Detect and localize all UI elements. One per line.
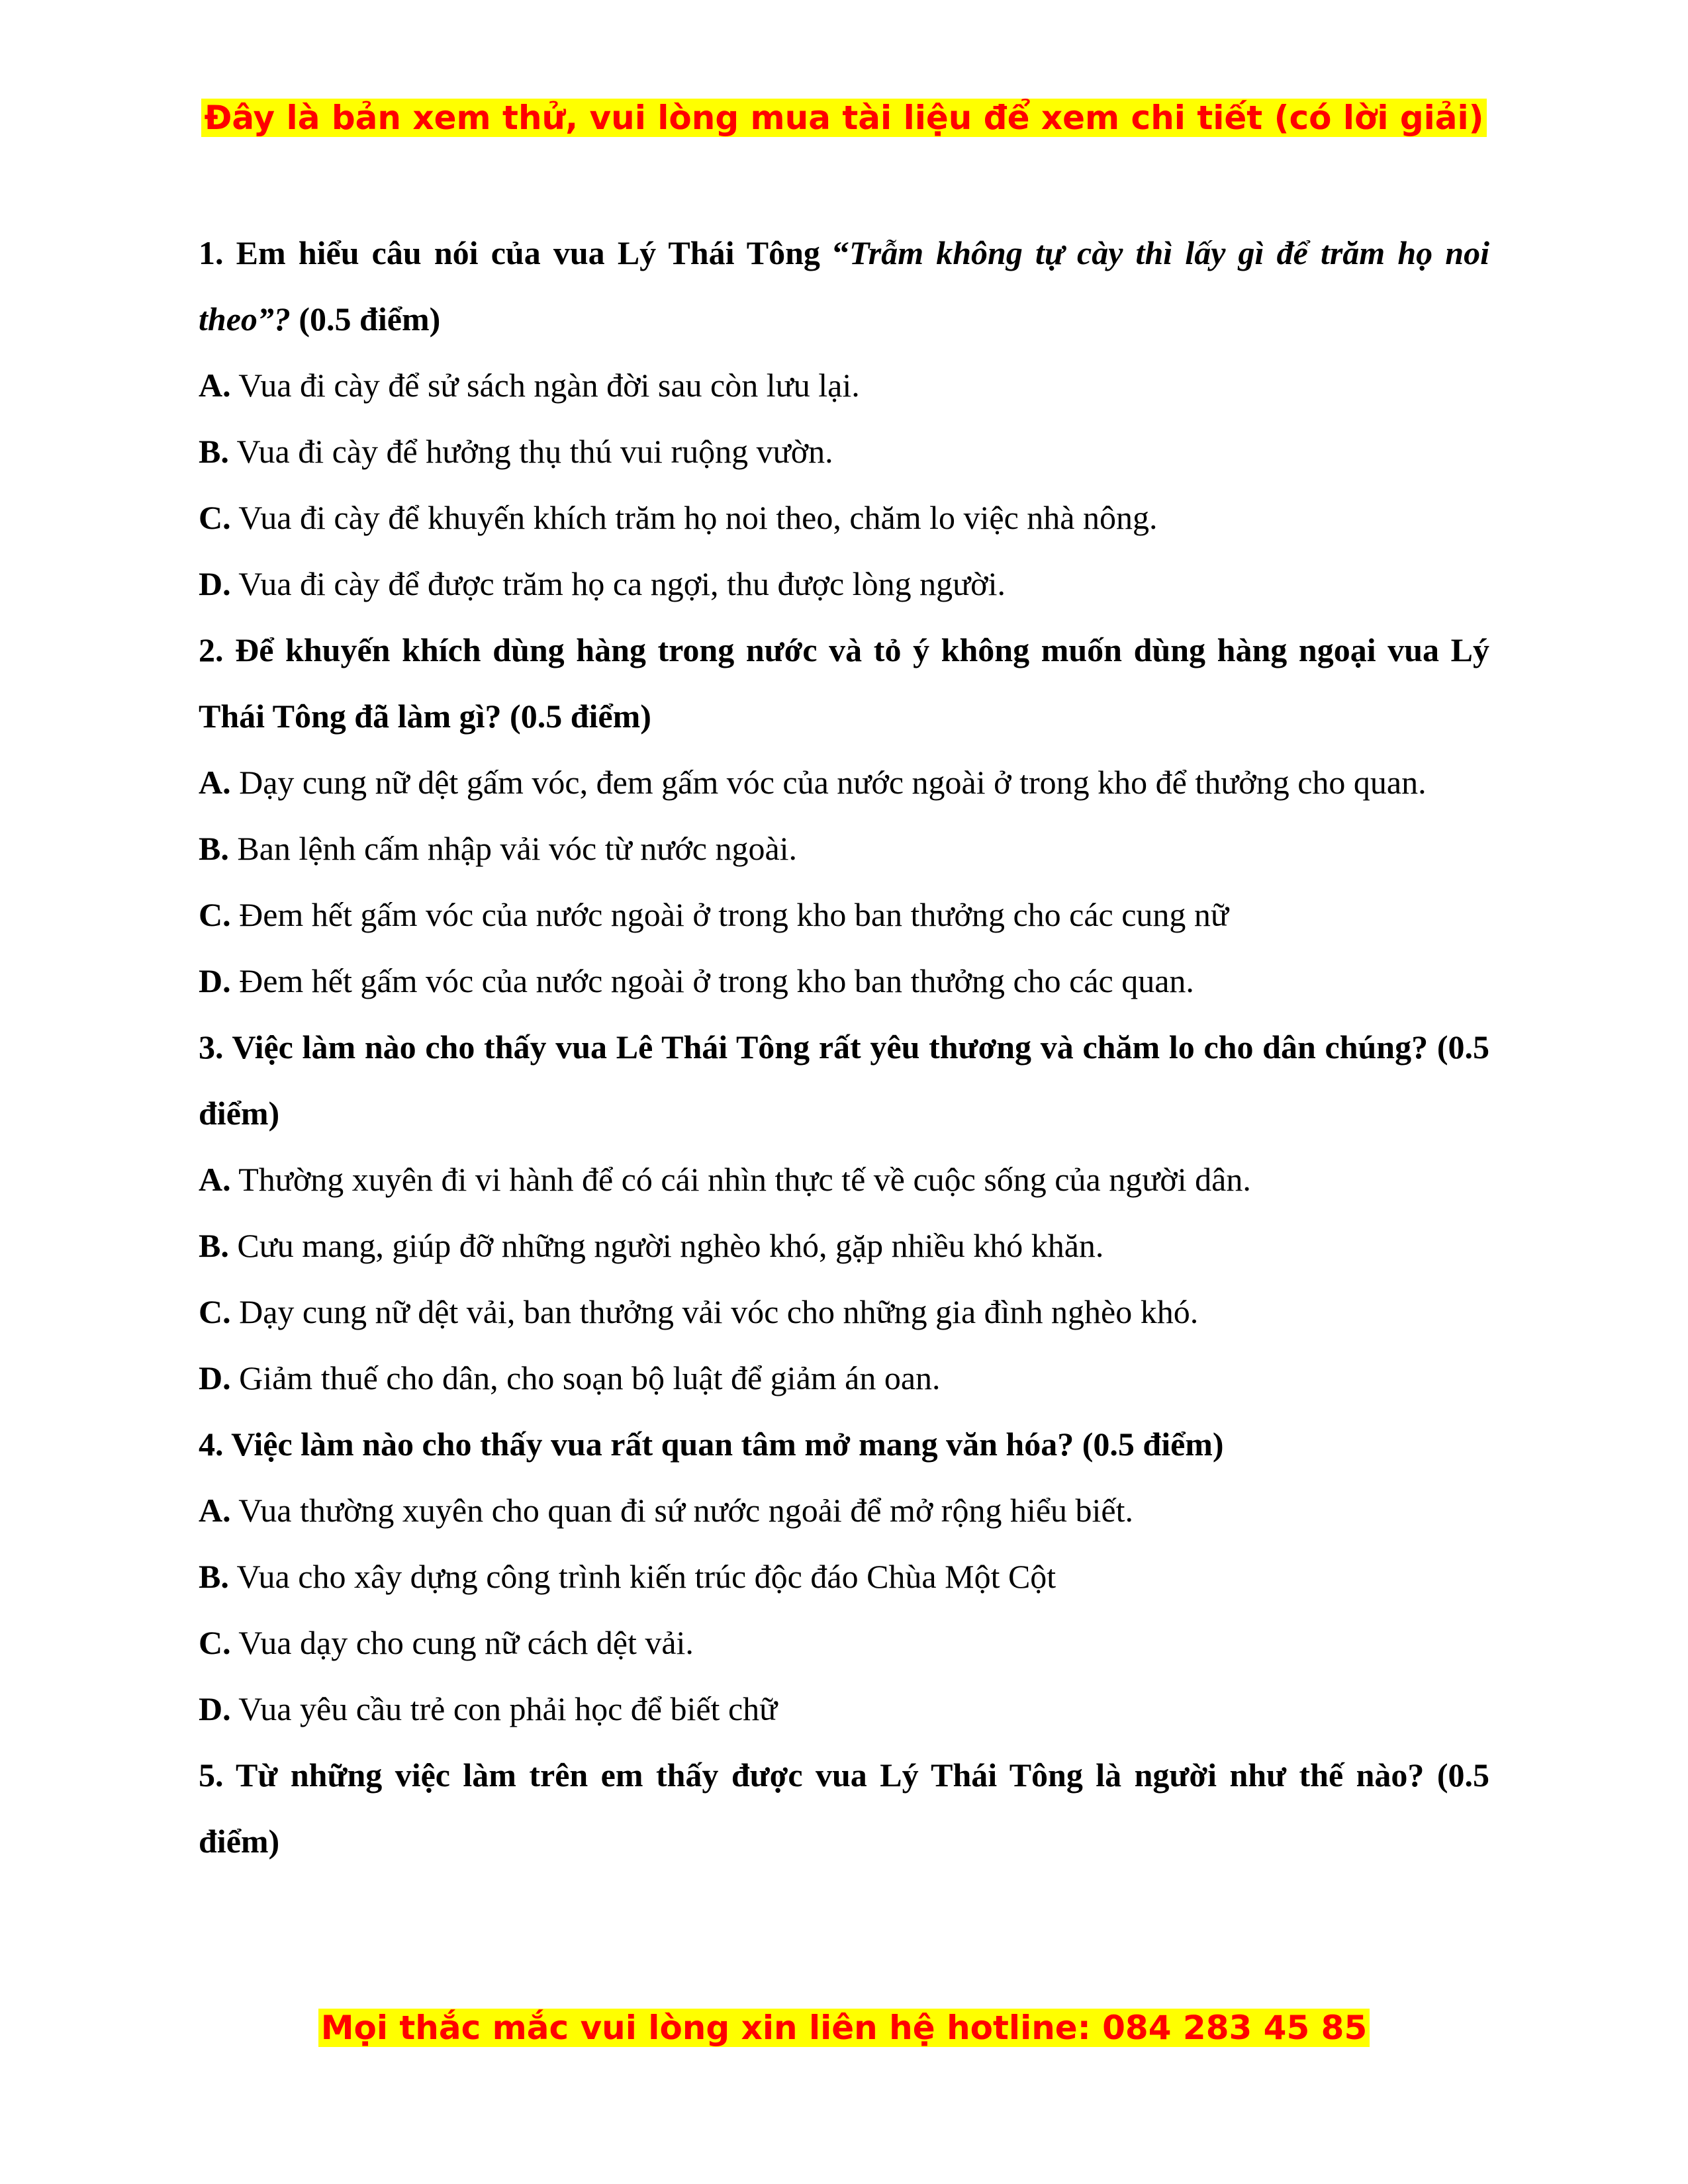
option-letter: B. — [199, 433, 229, 470]
option-3d — [199, 1345, 1489, 1411]
question-number: 4. — [199, 1426, 224, 1463]
option-letter: B. — [199, 1227, 229, 1264]
question-text: Từ những việc làm trên em thấy được vua Lý Thái Tông là người như thế nào? (0.5 điểm) — [199, 1756, 1489, 1860]
option-4b — [199, 1543, 1489, 1610]
hotline-notice-banner — [0, 2008, 1688, 2048]
quiz-content — [199, 220, 1489, 1874]
option-1d — [199, 551, 1489, 617]
question-number: 5. — [199, 1756, 224, 1794]
option-letter: D. — [199, 1359, 231, 1396]
hotline-notice-text: Mọi thắc mắc vui lòng xin liên hệ hotline: 084 283 45 85 — [318, 2009, 1370, 2047]
question-number: 1. — [199, 234, 224, 271]
option-text: Vua yêu cầu trẻ con phải học để biết chữ — [230, 1690, 778, 1727]
question-quote: Trẫm không tự cày thì lấy gì để trăm họ noi theo”? — [199, 234, 1490, 338]
option-1c — [199, 484, 1489, 551]
question-number: 2. — [199, 631, 224, 668]
option-3b — [199, 1212, 1489, 1279]
question-3 — [199, 1014, 1489, 1146]
option-text: Dạy cung nữ dệt gấm vóc, đem gấm vóc của nước ngoài ở trong kho để thưởng cho quan. — [230, 764, 1427, 801]
option-letter: A. — [199, 367, 231, 404]
question-text: Em hiểu câu nói của vua Lý Thái Tông “ — [236, 234, 850, 271]
option-text: Vua đi cày để khuyến khích trăm họ noi theo, chăm lo việc nhà nông. — [230, 499, 1158, 536]
option-text: Vua đi cày để được trăm họ ca ngợi, thu được lòng người. — [230, 565, 1006, 602]
option-3c — [199, 1279, 1489, 1345]
option-1a — [199, 352, 1489, 418]
option-letter: C. — [199, 1624, 231, 1661]
option-letter: A. — [199, 1492, 231, 1529]
option-text: Vua đi cày để sử sách ngàn đời sau còn lưu lại. — [230, 367, 860, 404]
option-4d — [199, 1676, 1489, 1742]
option-text: Vua dạy cho cung nữ cách dệt vải. — [230, 1624, 694, 1661]
preview-notice-text: Đây là bản xem thử, vui lòng mua tài liệu để xem chi tiết (có lời giải) — [201, 99, 1486, 137]
preview-notice-banner — [0, 98, 1688, 138]
question-text: Để khuyến khích dùng hàng trong nước và tỏ ý không muốn dùng hàng ngoại vua Lý Thái Tông đã làm gì? (0.5 điểm) — [199, 631, 1489, 735]
question-4 — [199, 1411, 1489, 1477]
option-letter: C. — [199, 499, 231, 536]
question-points: (0.5 điểm) — [290, 300, 441, 338]
option-2d — [199, 948, 1489, 1014]
question-2 — [199, 617, 1489, 749]
option-letter: A. — [199, 1161, 231, 1198]
option-text: Đem hết gấm vóc của nước ngoài ở trong kho ban thưởng cho các quan. — [230, 962, 1194, 999]
option-2c — [199, 882, 1489, 948]
option-text: Ban lệnh cấm nhập vải vóc từ nước ngoài. — [228, 830, 798, 867]
option-letter: D. — [199, 565, 231, 602]
option-letter: D. — [199, 1690, 231, 1727]
option-letter: A. — [199, 764, 231, 801]
option-4c — [199, 1610, 1489, 1676]
question-5 — [199, 1742, 1489, 1874]
option-text: Vua đi cày để hưởng thụ thú vui ruộng vườn. — [228, 433, 833, 470]
option-text: Cưu mang, giúp đỡ những người nghèo khó, gặp nhiều khó khăn. — [228, 1227, 1104, 1264]
option-2a — [199, 749, 1489, 815]
option-text: Dạy cung nữ dệt vải, ban thưởng vải vóc cho những gia đình nghèo khó. — [230, 1293, 1199, 1330]
option-4a — [199, 1477, 1489, 1543]
option-text: Đem hết gấm vóc của nước ngoài ở trong kho ban thưởng cho các cung nữ — [230, 896, 1229, 933]
option-text: Vua thường xuyên cho quan đi sứ nước ngoải để mở rộng hiểu biết. — [230, 1492, 1134, 1529]
option-letter: C. — [199, 1293, 231, 1330]
question-number: 3. — [199, 1028, 224, 1066]
option-text: Giảm thuế cho dân, cho soạn bộ luật để giảm án oan. — [230, 1359, 941, 1396]
option-letter: D. — [199, 962, 231, 999]
option-2b — [199, 815, 1489, 882]
question-text: Việc làm nào cho thấy vua Lê Thái Tông rất yêu thương và chăm lo cho dân chúng? (0.5 điểm) — [199, 1028, 1489, 1132]
option-letter: B. — [199, 830, 229, 867]
question-1 — [199, 220, 1489, 352]
option-3a — [199, 1146, 1489, 1212]
question-text: Việc làm nào cho thấy vua rất quan tâm mở mang văn hóa? (0.5 điểm) — [231, 1426, 1224, 1463]
option-1b — [199, 418, 1489, 484]
option-letter: B. — [199, 1558, 229, 1595]
option-letter: C. — [199, 896, 231, 933]
option-text: Thường xuyên đi vi hành để có cái nhìn thực tế về cuộc sống của người dân. — [230, 1161, 1251, 1198]
option-text: Vua cho xây dựng công trình kiến trúc độc đáo Chùa Một Cột — [228, 1558, 1056, 1595]
